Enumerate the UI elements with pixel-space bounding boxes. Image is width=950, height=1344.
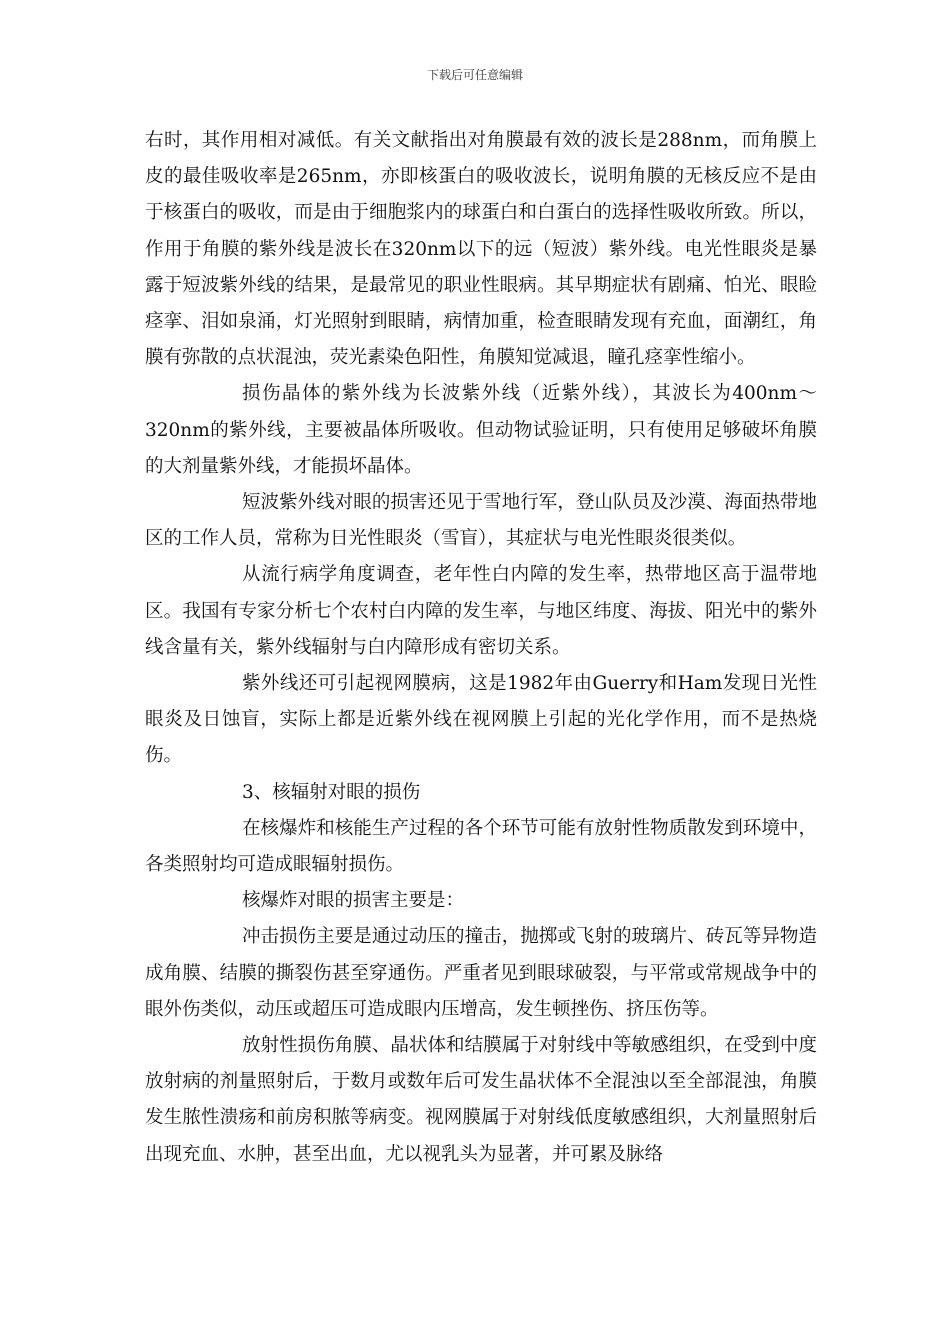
paragraph-corneal-uv: 右时，其作用相对减低。有关文献指出对角膜最有效的波长是288nm，而角膜上皮的最佳吸收率是265nm，亦即核蛋白的吸收波长，说明角膜的无核反应不是由于核蛋白的吸收，而是由于细胞浆内的球蛋白和白蛋白的选择性吸收所致。所以，作用于角膜的紫外线是波长在320nm以下的远（短波）紫外线。电光性眼炎是暴露于短波紫外线的结果，是最常见的职业性眼病。其早期症状有剧痛、怕光、眼睑痉挛、泪如泉涌，灯光照射到眼睛，病情加重，检查眼睛发现有充血，面潮红，角膜有弥散的点状混浊，荧光素染色阳性，角膜知觉减退，瞳孔痉挛性缩小。	[145, 130, 817, 369]
paragraph-blast-injury: 冲击损伤主要是通过动压的撞击，抛掷或飞射的玻璃片、砖瓦等异物造成角膜、结膜的撕裂伤甚至穿通伤。严重者见到眼球破裂，与平常或常规战争中的眼外伤类似，动压或超压可造成眼内压增高，发生顿挫伤、挤压伤等。	[145, 926, 817, 1020]
paragraph-lens-uv: 损伤晶体的紫外线为长波紫外线（近紫外线），其波长为400nm～320nm的紫外线，主要被晶体所吸收。但动物试验证明，只有使用足够破坏角膜的大剂量紫外线，才能损坏晶体。	[145, 383, 817, 477]
page-header: 下载后可任意编辑	[426, 68, 523, 82]
paragraph-radiation-injury: 放射性损伤角膜、晶状体和结膜属于对射线中等敏感组织，在受到中度放射病的剂量照射后，于数月或数年后可发生晶状体不全混浊以至全部混浊，角膜发生脓性溃疡和前房积脓等病变。视网膜属于对射线低度敏感组织，大剂量照射后出现充血、水肿，甚至出血，尤以视乳头为显著，并可累及脉络	[145, 1035, 817, 1165]
paragraph-retinopathy: 紫外线还可引起视网膜病，这是1982年由Guerry和Ham发现日光性眼炎及日蚀盲，实际上都是近紫外线在视网膜上引起的光化学作用，而不是热烧伤。	[145, 673, 817, 767]
section-heading-nuclear-radiation: 3、核辐射对眼的损伤	[242, 781, 421, 803]
paragraph-snow-blindness: 短波紫外线对眼的损害还见于雪地行军，登山队员及沙漠、海面热带地区的工作人员，常称为日光性眼炎（雪盲），其症状与电光性眼炎很类似。	[145, 492, 817, 550]
paragraph-cataract-epidemiology: 从流行病学角度调查，老年性白内障的发生率，热带地区高于温带地区。我国有专家分析七个农村白内障的发生率，与地区纬度、海拔、阳光中的紫外线含量有关，紫外线辐射与白内障形成有密切关系。	[145, 564, 817, 658]
paragraph-nuclear-intro: 在核爆炸和核能生产过程的各个环节可能有放射性物质散发到环境中，各类照射均可造成眼辐射损伤。	[145, 817, 817, 876]
document-body	[145, 123, 817, 1173]
paragraph-nuclear-damage-lead: 核爆炸对眼的损害主要是：	[242, 890, 465, 912]
